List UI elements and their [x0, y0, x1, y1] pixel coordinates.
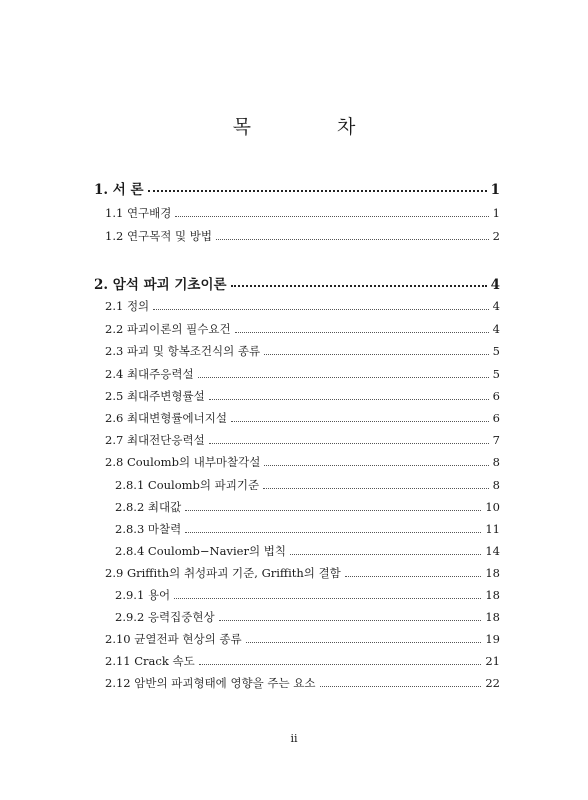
entry-page: 2 — [492, 229, 500, 243]
entry-page: 6 — [492, 389, 500, 403]
entry-page: 5 — [492, 344, 500, 358]
entry-page: 4 — [492, 322, 500, 336]
dot-leader — [246, 642, 482, 643]
toc-entry[interactable] — [105, 228, 500, 244]
entry-page: 1 — [490, 182, 500, 198]
dot-leader — [175, 216, 488, 217]
entry-label: 1.1 연구배경 — [105, 206, 172, 220]
toc-entry[interactable] — [115, 521, 500, 537]
entry-label: 2.5 최대주변형률설 — [105, 389, 205, 403]
entry-label: 1. 서 론 — [94, 182, 144, 198]
entry-label: 2.8.3 마찰력 — [115, 522, 182, 536]
entry-page: 14 — [485, 544, 500, 558]
entry-label: 2. 암석 파괴 기초이론 — [94, 277, 227, 293]
entry-label: 2.11 Crack 속도 — [105, 654, 195, 668]
toc-entry[interactable] — [105, 321, 500, 337]
toc-entry[interactable] — [105, 298, 500, 314]
entry-label: 1.2 연구목적 및 방법 — [105, 229, 213, 243]
entry-label: 2.9 Griffith의 취성파괴 기준, Griffith의 결함 — [105, 566, 341, 580]
toc-entry[interactable] — [105, 454, 500, 470]
toc-entry[interactable] — [105, 366, 500, 382]
entry-page: 8 — [492, 455, 500, 469]
dot-leader — [185, 510, 481, 511]
dot-leader — [209, 443, 489, 444]
dot-leader — [148, 190, 487, 192]
entry-label: 2.9.2 응력집중현상 — [115, 610, 215, 624]
toc-entry[interactable] — [105, 565, 500, 581]
toc-entry[interactable] — [105, 410, 500, 426]
toc-entry[interactable] — [105, 343, 500, 359]
toc-entry[interactable] — [115, 477, 500, 493]
entry-label: 2.8 Coulomb의 내부마찰각설 — [105, 455, 261, 469]
entry-label: 2.9.1 용어 — [115, 588, 171, 602]
dot-leader — [264, 465, 488, 466]
toc-entry[interactable] — [105, 205, 500, 221]
entry-page: 19 — [485, 632, 500, 646]
dot-leader — [216, 239, 489, 240]
dot-leader — [290, 554, 481, 555]
entry-page: 18 — [485, 610, 500, 624]
entry-label: 2.12 암반의 파괴형태에 영향을 주는 요소 — [105, 676, 316, 690]
entry-label: 2.8.2 최대값 — [115, 500, 182, 514]
toc-entry[interactable] — [105, 631, 500, 647]
dot-leader — [199, 664, 482, 665]
entry-label: 2.10 균열전파 현상의 종류 — [105, 632, 242, 646]
toc-entry[interactable] — [115, 609, 500, 625]
toc-entry[interactable] — [94, 273, 500, 293]
entry-label: 2.8.4 Coulomb−Navier의 법칙 — [115, 544, 286, 558]
entry-label: 2.3 파괴 및 항복조건식의 종류 — [105, 344, 261, 358]
dot-leader — [231, 421, 489, 422]
entry-page: 1 — [492, 206, 500, 220]
dot-leader — [263, 488, 489, 489]
toc-entry[interactable] — [105, 432, 500, 448]
dot-leader — [174, 598, 481, 599]
entry-page: 18 — [485, 566, 500, 580]
toc-entry[interactable] — [105, 675, 500, 691]
entry-page: 5 — [492, 367, 500, 381]
toc-entry[interactable] — [115, 543, 500, 559]
dot-leader — [320, 686, 482, 687]
toc-entry[interactable] — [105, 653, 500, 669]
toc-entry[interactable] — [94, 178, 500, 198]
entry-page: 22 — [485, 676, 500, 690]
dot-leader — [185, 532, 481, 533]
entry-label: 2.4 최대주응력설 — [105, 367, 194, 381]
entry-label: 2.2 파괴이론의 필수요건 — [105, 322, 231, 336]
dot-leader — [345, 576, 482, 577]
entry-page: 21 — [485, 654, 500, 668]
entry-label: 2.7 최대전단응력설 — [105, 433, 205, 447]
dot-leader — [198, 377, 489, 378]
dot-leader — [219, 620, 482, 621]
entry-label: 2.6 최대변형률에너지설 — [105, 411, 227, 425]
dot-leader — [231, 285, 487, 287]
entry-label: 2.1 정의 — [105, 299, 150, 313]
entry-page: 7 — [492, 433, 500, 447]
entry-page: 4 — [490, 277, 500, 293]
entry-page: 8 — [492, 478, 500, 492]
dot-leader — [264, 354, 489, 355]
entry-page: 6 — [492, 411, 500, 425]
dot-leader — [235, 332, 489, 333]
toc-entry[interactable] — [105, 388, 500, 404]
entry-page: 4 — [492, 299, 500, 313]
entry-label: 2.8.1 Coulomb의 파괴기준 — [115, 478, 260, 492]
toc-entry[interactable] — [115, 499, 500, 515]
toc-entry[interactable] — [115, 587, 500, 603]
page-number: ii — [290, 732, 298, 745]
dot-leader — [209, 399, 489, 400]
dot-leader — [153, 309, 489, 310]
toc-title: 목 차 — [232, 116, 396, 138]
entry-page: 10 — [485, 500, 500, 514]
entry-page: 18 — [485, 588, 500, 602]
entry-page: 11 — [485, 522, 500, 536]
